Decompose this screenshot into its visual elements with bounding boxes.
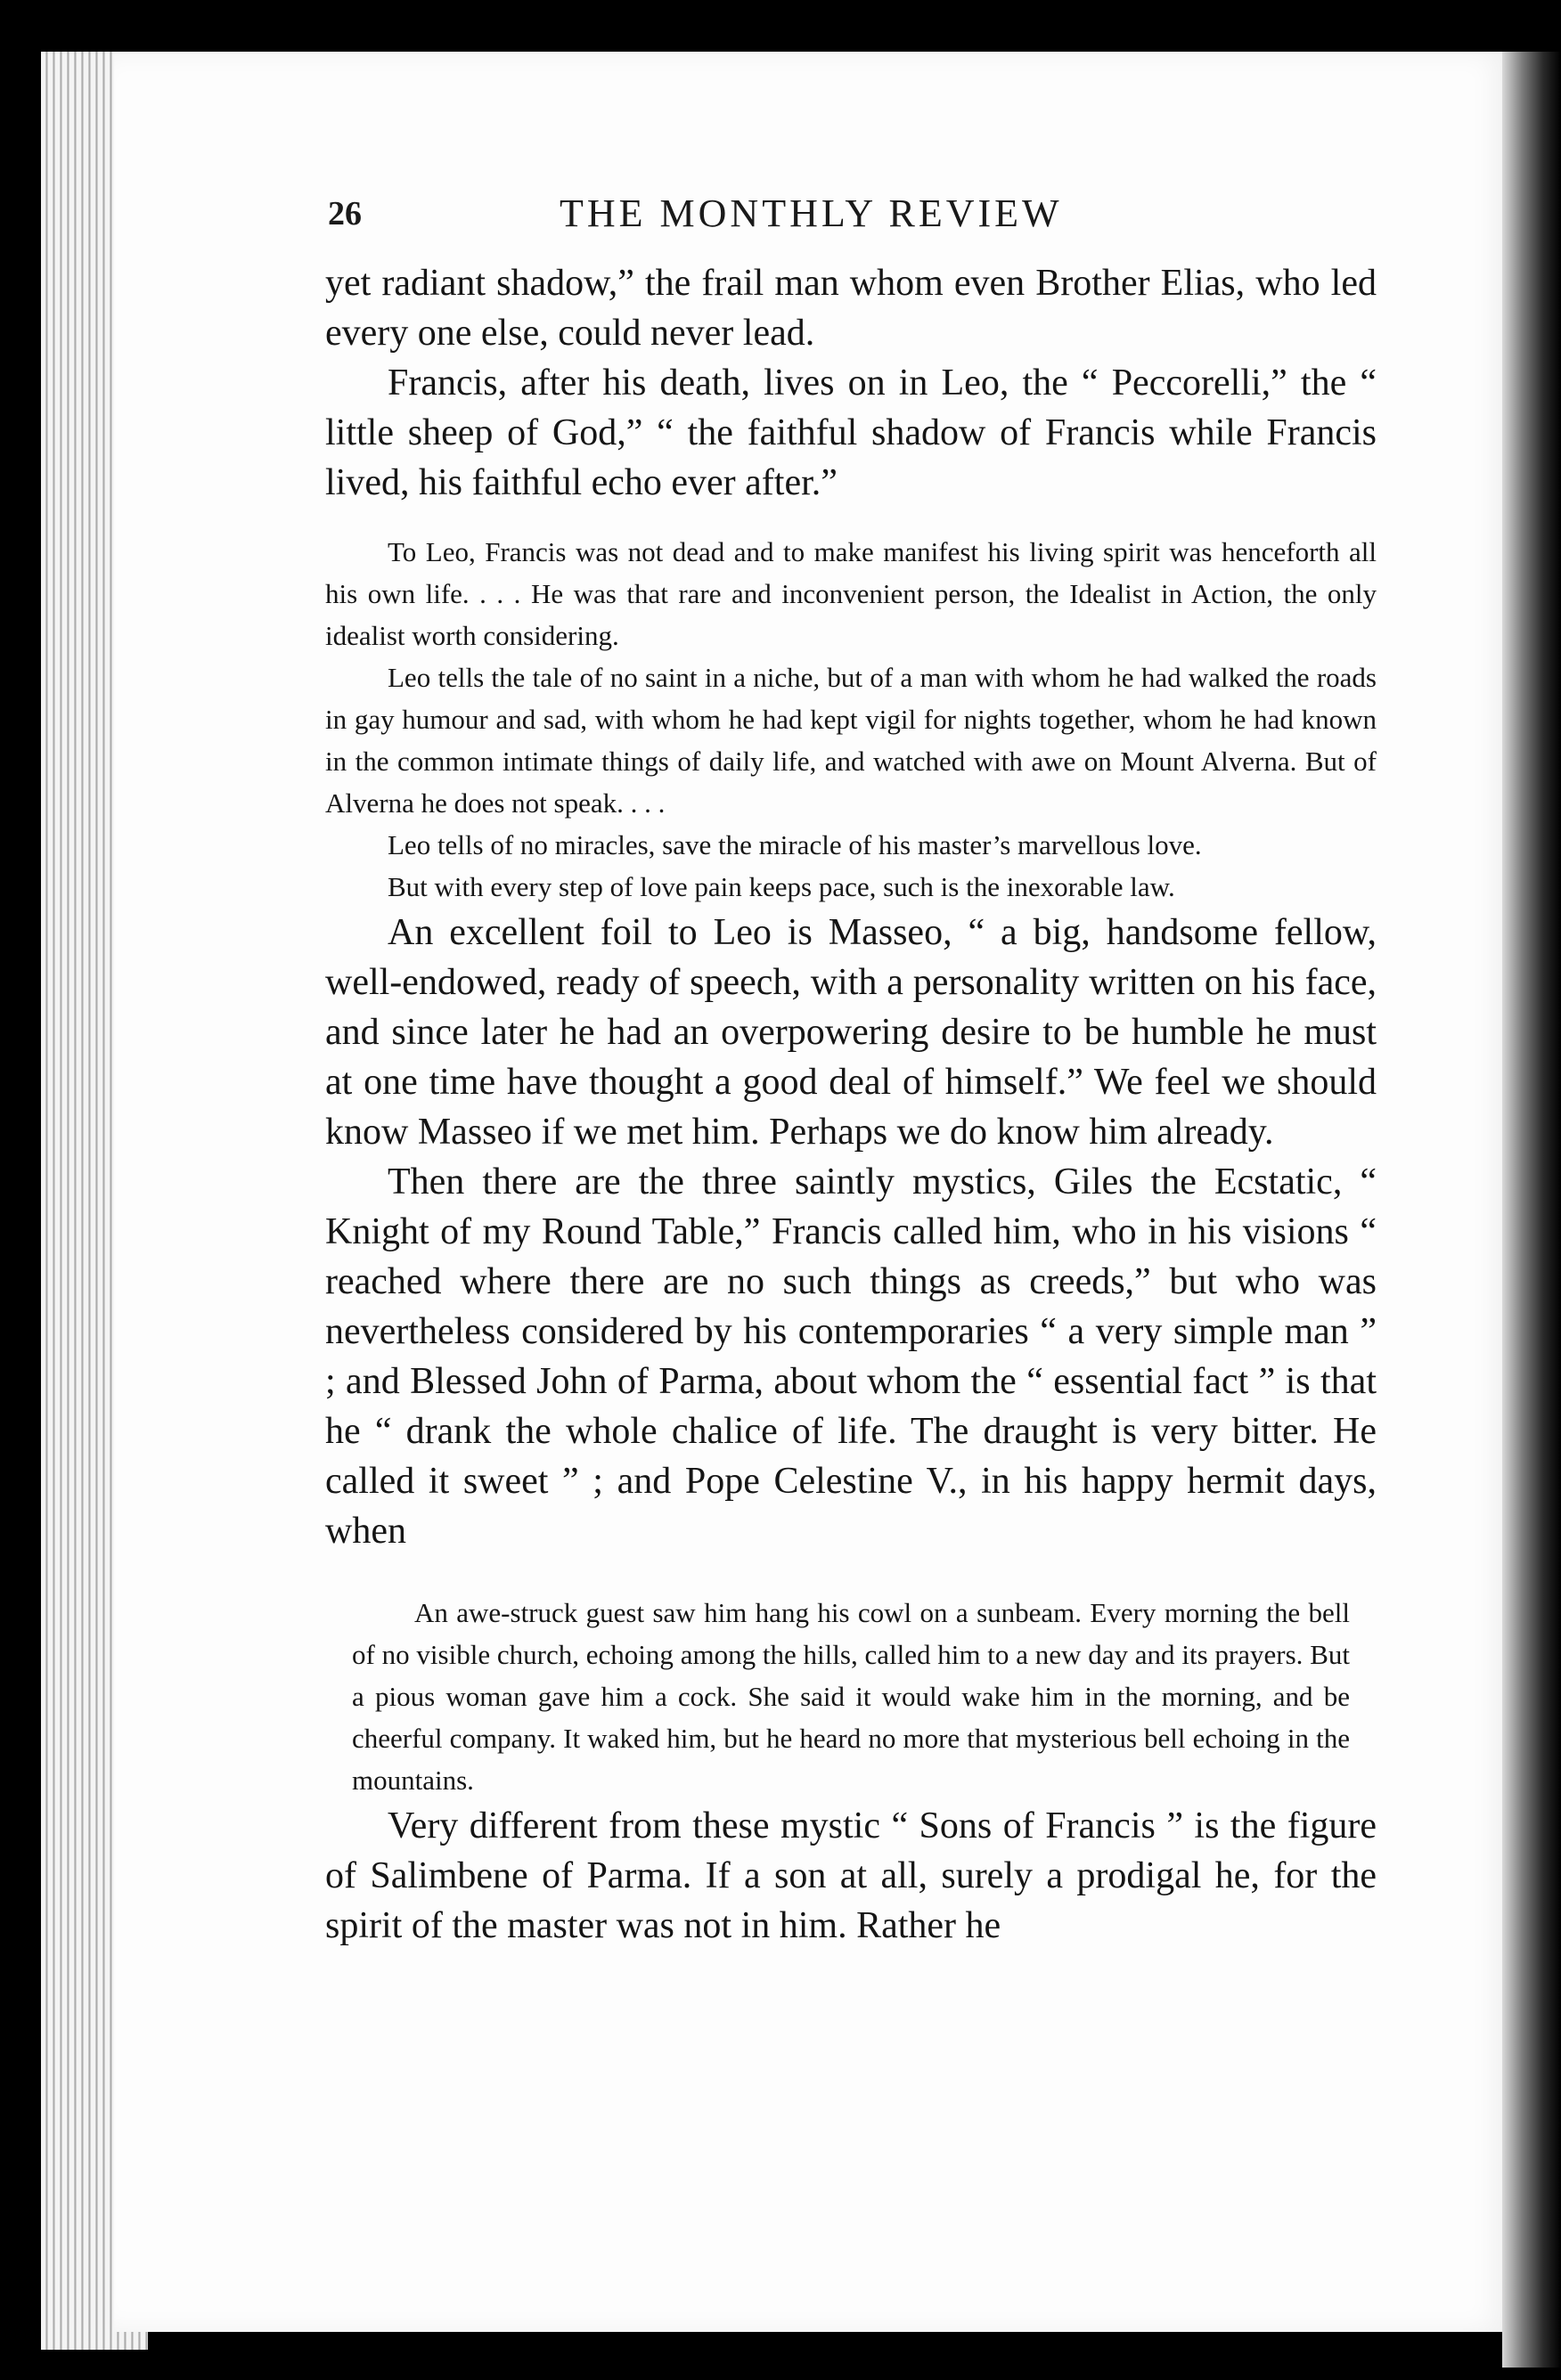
quote-1-paragraph-3: Leo tells of no miracles, save the miracle of his master’s marvellous love. — [388, 829, 1202, 860]
paragraph-5: Very different from these mystic “ Sons of Francis ” is the figure of Salimbene of Parma. If a son at all, surely a prodigal he, for the spirit of the master was not in him. Rather he — [325, 1805, 1377, 1946]
block-quote-2 — [325, 1592, 1377, 1801]
gutter-shadow — [1502, 52, 1561, 2368]
quote-1-paragraph-4: But with every step of love pain keeps pace, such is the inexorable law. — [388, 871, 1175, 902]
paragraph-1: yet radiant shadow,” the frail man whom even Brother Elias, who led every one else, could never lead. — [325, 263, 1377, 354]
running-head — [328, 187, 1148, 249]
quote-1-paragraph-1: To Leo, Francis was not dead and to make manifest his living spirit was henceforth all his own life. . . . He was that rare and inconvenient person, the Idealist in Action, the only idealist worth considering. — [325, 536, 1377, 651]
paragraph-3: An excellent foil to Leo is Masseo, “ a big, handsome fellow, well-endowed, ready of speech, with a personality written on his face, and since later he had an overpowering desire to be humble he must at one time have thought a good deal of himself.” We feel we should know Masseo if we met him. Perhaps we do know him already. — [325, 912, 1377, 1153]
journal-title: THE MONTHLY REVIEW — [560, 192, 1063, 235]
paragraph-4: Then there are the three saintly mystics, Giles the Ecstatic, “ Knight of my Round Table,” Francis called him, who in his visions “ reached where there are no such things as creeds,” but who was nevertheless considered by his contemporaries “ a very simple man ” ; and Blessed John of Parma, about whom the “ essential fact ” is that he “ drank the whole chalice of life. The draught is very bitter. He called it sweet ” ; and Pope Celestine V., in his happy hermit days, when — [325, 1161, 1377, 1552]
page-number: 26 — [328, 195, 362, 232]
paragraph-2: Francis, after his death, lives on in Leo, the “ Peccorelli,” the “ little sheep of God,” “ the faithful shadow of Francis while Francis lived, his faithful echo ever after.” — [325, 363, 1377, 503]
quote-1-paragraph-2: Leo tells the tale of no saint in a niche, but of a man with whom he had walked the roads in gay humour and sad, with whom he had kept vigil for nights together, whom he had known in the common intimate things of daily life, and watched with awe on Mount Alverna. But of Alverna he does not speak. . . . — [325, 662, 1377, 819]
block-quote-1 — [325, 531, 1377, 908]
page-body — [325, 258, 1377, 1951]
quote-2-paragraph: An awe-struck guest saw him hang his cowl on a sunbeam. Every morning the bell of no visible church, echoing among the hills, called him to a new day and its prayers. But a pious woman gave him a cock. She said it would wake him in the morning, and be cheerful company. It waked him, but he heard no more that mysterious bell echoing in the mountains. — [352, 1597, 1350, 1796]
